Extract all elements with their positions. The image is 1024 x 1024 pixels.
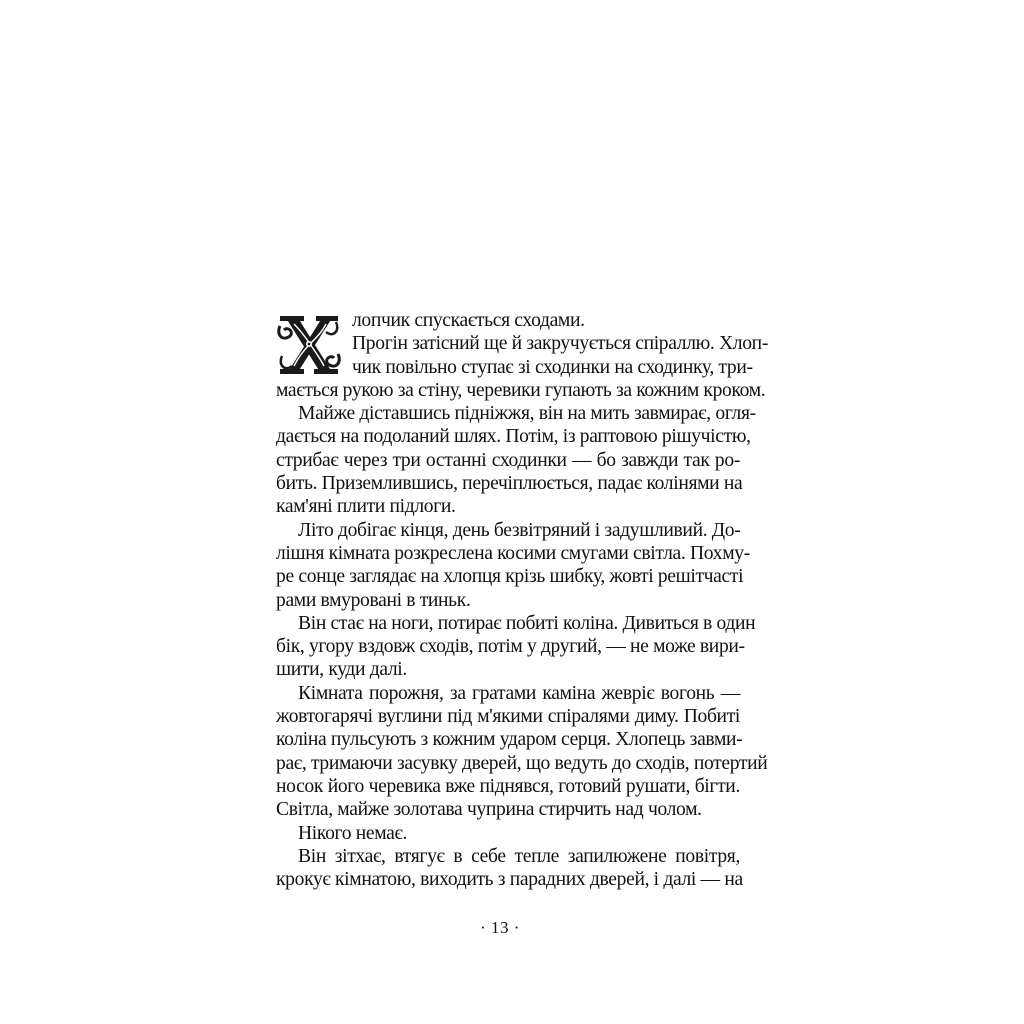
text-line: Нікого немає. (298, 822, 408, 844)
text-line: Світла, майже золотава чуприна стирчить над чолом. (276, 799, 702, 821)
text-line: чик повільно ступає зі сходинки на сходинку, три- (352, 356, 753, 378)
text-line: ре сонце заглядає на хлопця крізь шибку, жовті решітчасті (276, 566, 744, 588)
text-line: дається на подоланий шлях. Потім, із раптовою рішучістю, (276, 426, 751, 448)
text-line: крокує кімнатою, виходить з парадних дверей, і далі — на (276, 869, 743, 891)
text-line: жовтогарячі вуглини під м'якими спіралями диму. Побиті (276, 706, 740, 728)
text-line: мається рукою за стіну, черевики гупають за кожним кроком. (276, 379, 766, 401)
ornamental-dropcap (276, 312, 342, 378)
text-line: бить. Приземлившись, перечіплюється, падає колінями на (276, 473, 743, 495)
text-line: стрибає через три останні сходинки — бо завжди так ро- (276, 449, 740, 471)
text-line: Він стає на ноги, потирає побиті коліна. Дивиться в один (298, 612, 756, 634)
text-line: коліна пульсують з кожним ударом серця. Хлопець завми- (276, 729, 743, 751)
dropcap-serif-bl (280, 369, 304, 374)
text-line: кам'яні плити підлоги. (276, 496, 456, 518)
text-line: лопчик спускається сходами. (352, 310, 585, 331)
dropcap-serif-tl (280, 316, 304, 321)
text-line: рами вмуровані в тиньк. (276, 589, 471, 611)
text-line: носок його черевика вже піднявся, готовий рушати, бігти. (276, 775, 740, 797)
dropcap-flourish-right (327, 354, 340, 366)
body-text (276, 309, 768, 891)
text-line: рає, тримаючи засувку дверей, що ведуть до сходів, потертий (276, 752, 768, 774)
text-line: шити, куди далі. (276, 659, 407, 681)
text-line: Літо добігає кінця, день безвітряний і задушливий. До- (298, 519, 741, 541)
text-line: Прогін затісний ще й закручується спіраллю. Хлоп- (352, 333, 768, 355)
text-line: Він зітхає, втягує в себе тепле запилюжене повітря, (298, 845, 740, 867)
dropcap-serif-tr (316, 316, 338, 321)
dropcap-flourish-lower (281, 356, 292, 368)
dropcap-flourish-left (279, 326, 292, 338)
text-line: лішня кімната розкреслена косими смугами світла. Похму- (276, 542, 750, 564)
text-line: Кімната порожня, за гратами каміна жевріє вогонь — (298, 682, 740, 704)
page-number: · 13 · (480, 918, 520, 937)
dropcap-serif-br (314, 369, 338, 374)
text-line: бік, угору вздовж сходів, потім у другий, — не може вири- (276, 636, 745, 658)
text-line: Майже діставшись підніжжя, він на мить завмирає, огля- (298, 403, 756, 425)
